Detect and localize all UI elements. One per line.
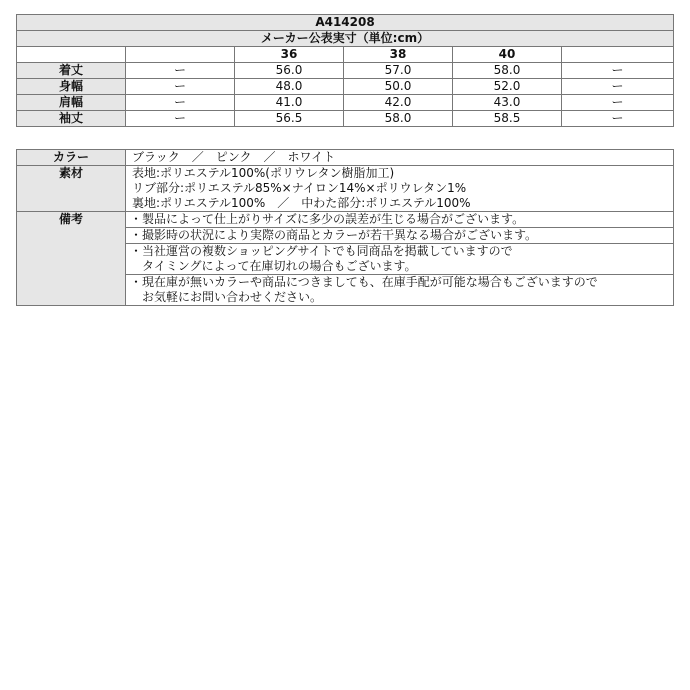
table-row [17, 63, 674, 79]
material-label: 素材 [17, 166, 126, 212]
note-item [126, 212, 674, 228]
note-line: ・当社運営の複数ショッピングサイトでも同商品を掲載していますので [130, 244, 513, 258]
row-label: 袖丈 [17, 111, 126, 127]
material-line: 裏地:ポリエステル100% ／ 中わた部分:ポリエステル100% [132, 196, 471, 210]
note-line: ・製品によって仕上がりサイズに多少の誤差が生じる場合がございます。 [130, 212, 525, 226]
material-line: 表地:ポリエステル100%(ポリウレタン樹脂加工) [132, 166, 395, 180]
cell: 48.0 [235, 79, 344, 95]
cell: 43.0 [453, 95, 562, 111]
cell: 56.0 [235, 63, 344, 79]
material-row [17, 166, 674, 212]
row-label: 身幅 [17, 79, 126, 95]
note-item [126, 275, 674, 306]
cell: 58.5 [453, 111, 562, 127]
table-row [17, 111, 674, 127]
size-table [16, 14, 674, 127]
row-label: 肩幅 [17, 95, 126, 111]
product-info-table [16, 149, 674, 306]
cell: ー [126, 79, 235, 95]
cell: ー [126, 111, 235, 127]
material-line: リブ部分:ポリエステル85%×ナイロン14%×ポリウレタン1% [132, 181, 467, 195]
cell: ー [126, 95, 235, 111]
note-line: お気軽にお問い合わせください。 [130, 290, 323, 304]
cell: 57.0 [344, 63, 453, 79]
size-header-row [17, 47, 674, 63]
cell: ー [562, 79, 674, 95]
note-row [17, 212, 674, 228]
cell: 52.0 [453, 79, 562, 95]
color-label: カラー [17, 150, 126, 166]
cell: 41.0 [235, 95, 344, 111]
size-header: 36 [235, 47, 344, 63]
size-header: 38 [344, 47, 453, 63]
color-value: ブラック ／ ピンク ／ ホワイト [126, 150, 674, 166]
cell: ー [126, 63, 235, 79]
note-line: ・現在庫が無いカラーや商品につきましても、在庫手配が可能な場合もございますので [130, 275, 598, 289]
table-row [17, 79, 674, 95]
note-item [126, 244, 674, 275]
row-label: 着丈 [17, 63, 126, 79]
size-header-blank [562, 47, 674, 63]
note-item [126, 228, 674, 244]
cell: ー [562, 95, 674, 111]
cell: 56.5 [235, 111, 344, 127]
size-table-subtitle: メーカー公表実寸（単位:cm） [17, 31, 674, 47]
cell: ー [562, 63, 674, 79]
size-header-blank [126, 47, 235, 63]
cell: 58.0 [344, 111, 453, 127]
cell: ー [562, 111, 674, 127]
cell: 42.0 [344, 95, 453, 111]
note-line: ・撮影時の状況により実際の商品とカラーが若干異なる場合がございます。 [130, 228, 538, 242]
product-code: A414208 [17, 15, 674, 31]
cell: 58.0 [453, 63, 562, 79]
notes-label: 備考 [17, 212, 126, 306]
material-value [126, 166, 674, 212]
color-row [17, 150, 674, 166]
table-row [17, 95, 674, 111]
cell: 50.0 [344, 79, 453, 95]
note-line: タイミングによって在庫切れの場合もございます。 [130, 259, 417, 273]
size-header: 40 [453, 47, 562, 63]
size-header-blank [17, 47, 126, 63]
